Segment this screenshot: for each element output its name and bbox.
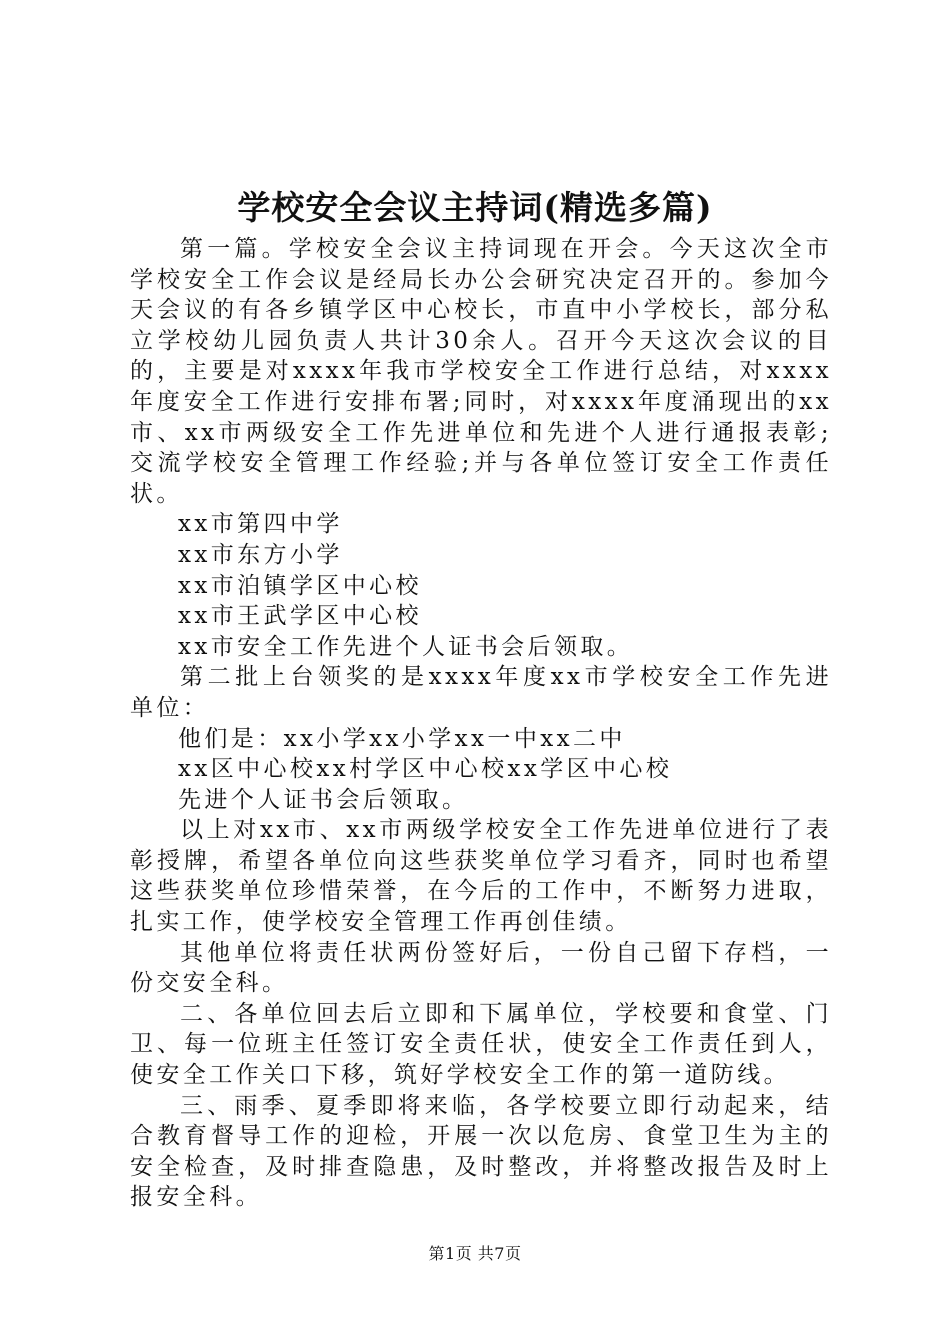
document-body xyxy=(130,234,832,1213)
award-unit-item: xx市王武学区中心校 xyxy=(178,603,422,630)
award-unit-item: xx市东方小学 xyxy=(178,541,343,568)
paragraph-item-two: 二、各单位回去后立即和下属单位，学校要和食堂、门卫、每一位班主任签订安全责任状，使安全工作责任到人，使安全工作关口下移，筑好学校安全工作的第一道防线。 xyxy=(130,1000,832,1089)
certificate-note: 先进个人证书会后领取。 xyxy=(178,786,469,813)
paragraph-responsibility: 其他单位将责任状两份签好后，一份自己留下存档，一份交安全科。 xyxy=(130,939,832,997)
award-unit-list: xx区中心校xx村学区中心校xx学区中心校 xyxy=(178,756,673,783)
paragraph-commendation: 以上对xx市、xx市两级学校安全工作先进单位进行了表彰授牌，希望各单位向这些获奖单位学习看齐，同时也希望这些获奖单位珍惜荣誉，在今后的工作中，不断努力进取，扎实工作，使学校安全管理工作再创佳绩。 xyxy=(130,817,832,936)
paragraph-second-batch: 第二批上台领奖的是xxxx年度xx市学校安全工作先进单位： xyxy=(130,664,832,721)
certificate-note: xx市安全工作先进个人证书会后领取。 xyxy=(178,633,634,660)
award-unit-item: xx市第四中学 xyxy=(178,511,343,538)
paragraph-item-three: 三、雨季、夏季即将来临，各学校要立即行动起来，结合教育督导工作的迎检，开展一次以危房、食堂卫生为主的安全检查，及时排查隐患，及时整改，并将整改报告及时上报安全科。 xyxy=(130,1092,832,1211)
document-title: 学校安全会议主持词(精选多篇) xyxy=(237,188,713,227)
paragraph-intro: 第一篇。学校安全会议主持词现在开会。今天这次全市学校安全工作会议是经局长办公会研究决定召开的。参加今天会议的有各乡镇学区中心校长，市直中小学校长，部分私立学校幼儿园负责人共计30余人。召开今天这次会议的目的，主要是对xxxx年我市学校安全工作进行总结，对xxxx年度安全工作进行安排布署;同时，对xxxx年度涌现出的xx市、xx市两级安全工作先进单位和先进个人进行通报表彰;交流学校安全管理工作经验;并与各单位签订安全工作责任状。 xyxy=(130,236,832,507)
award-unit-list: 他们是：xx小学xx小学xx一中xx二中 xyxy=(178,725,626,752)
page-footer: 第1页 共7页 xyxy=(428,1244,522,1263)
award-unit-item: xx市泊镇学区中心校 xyxy=(178,572,422,599)
